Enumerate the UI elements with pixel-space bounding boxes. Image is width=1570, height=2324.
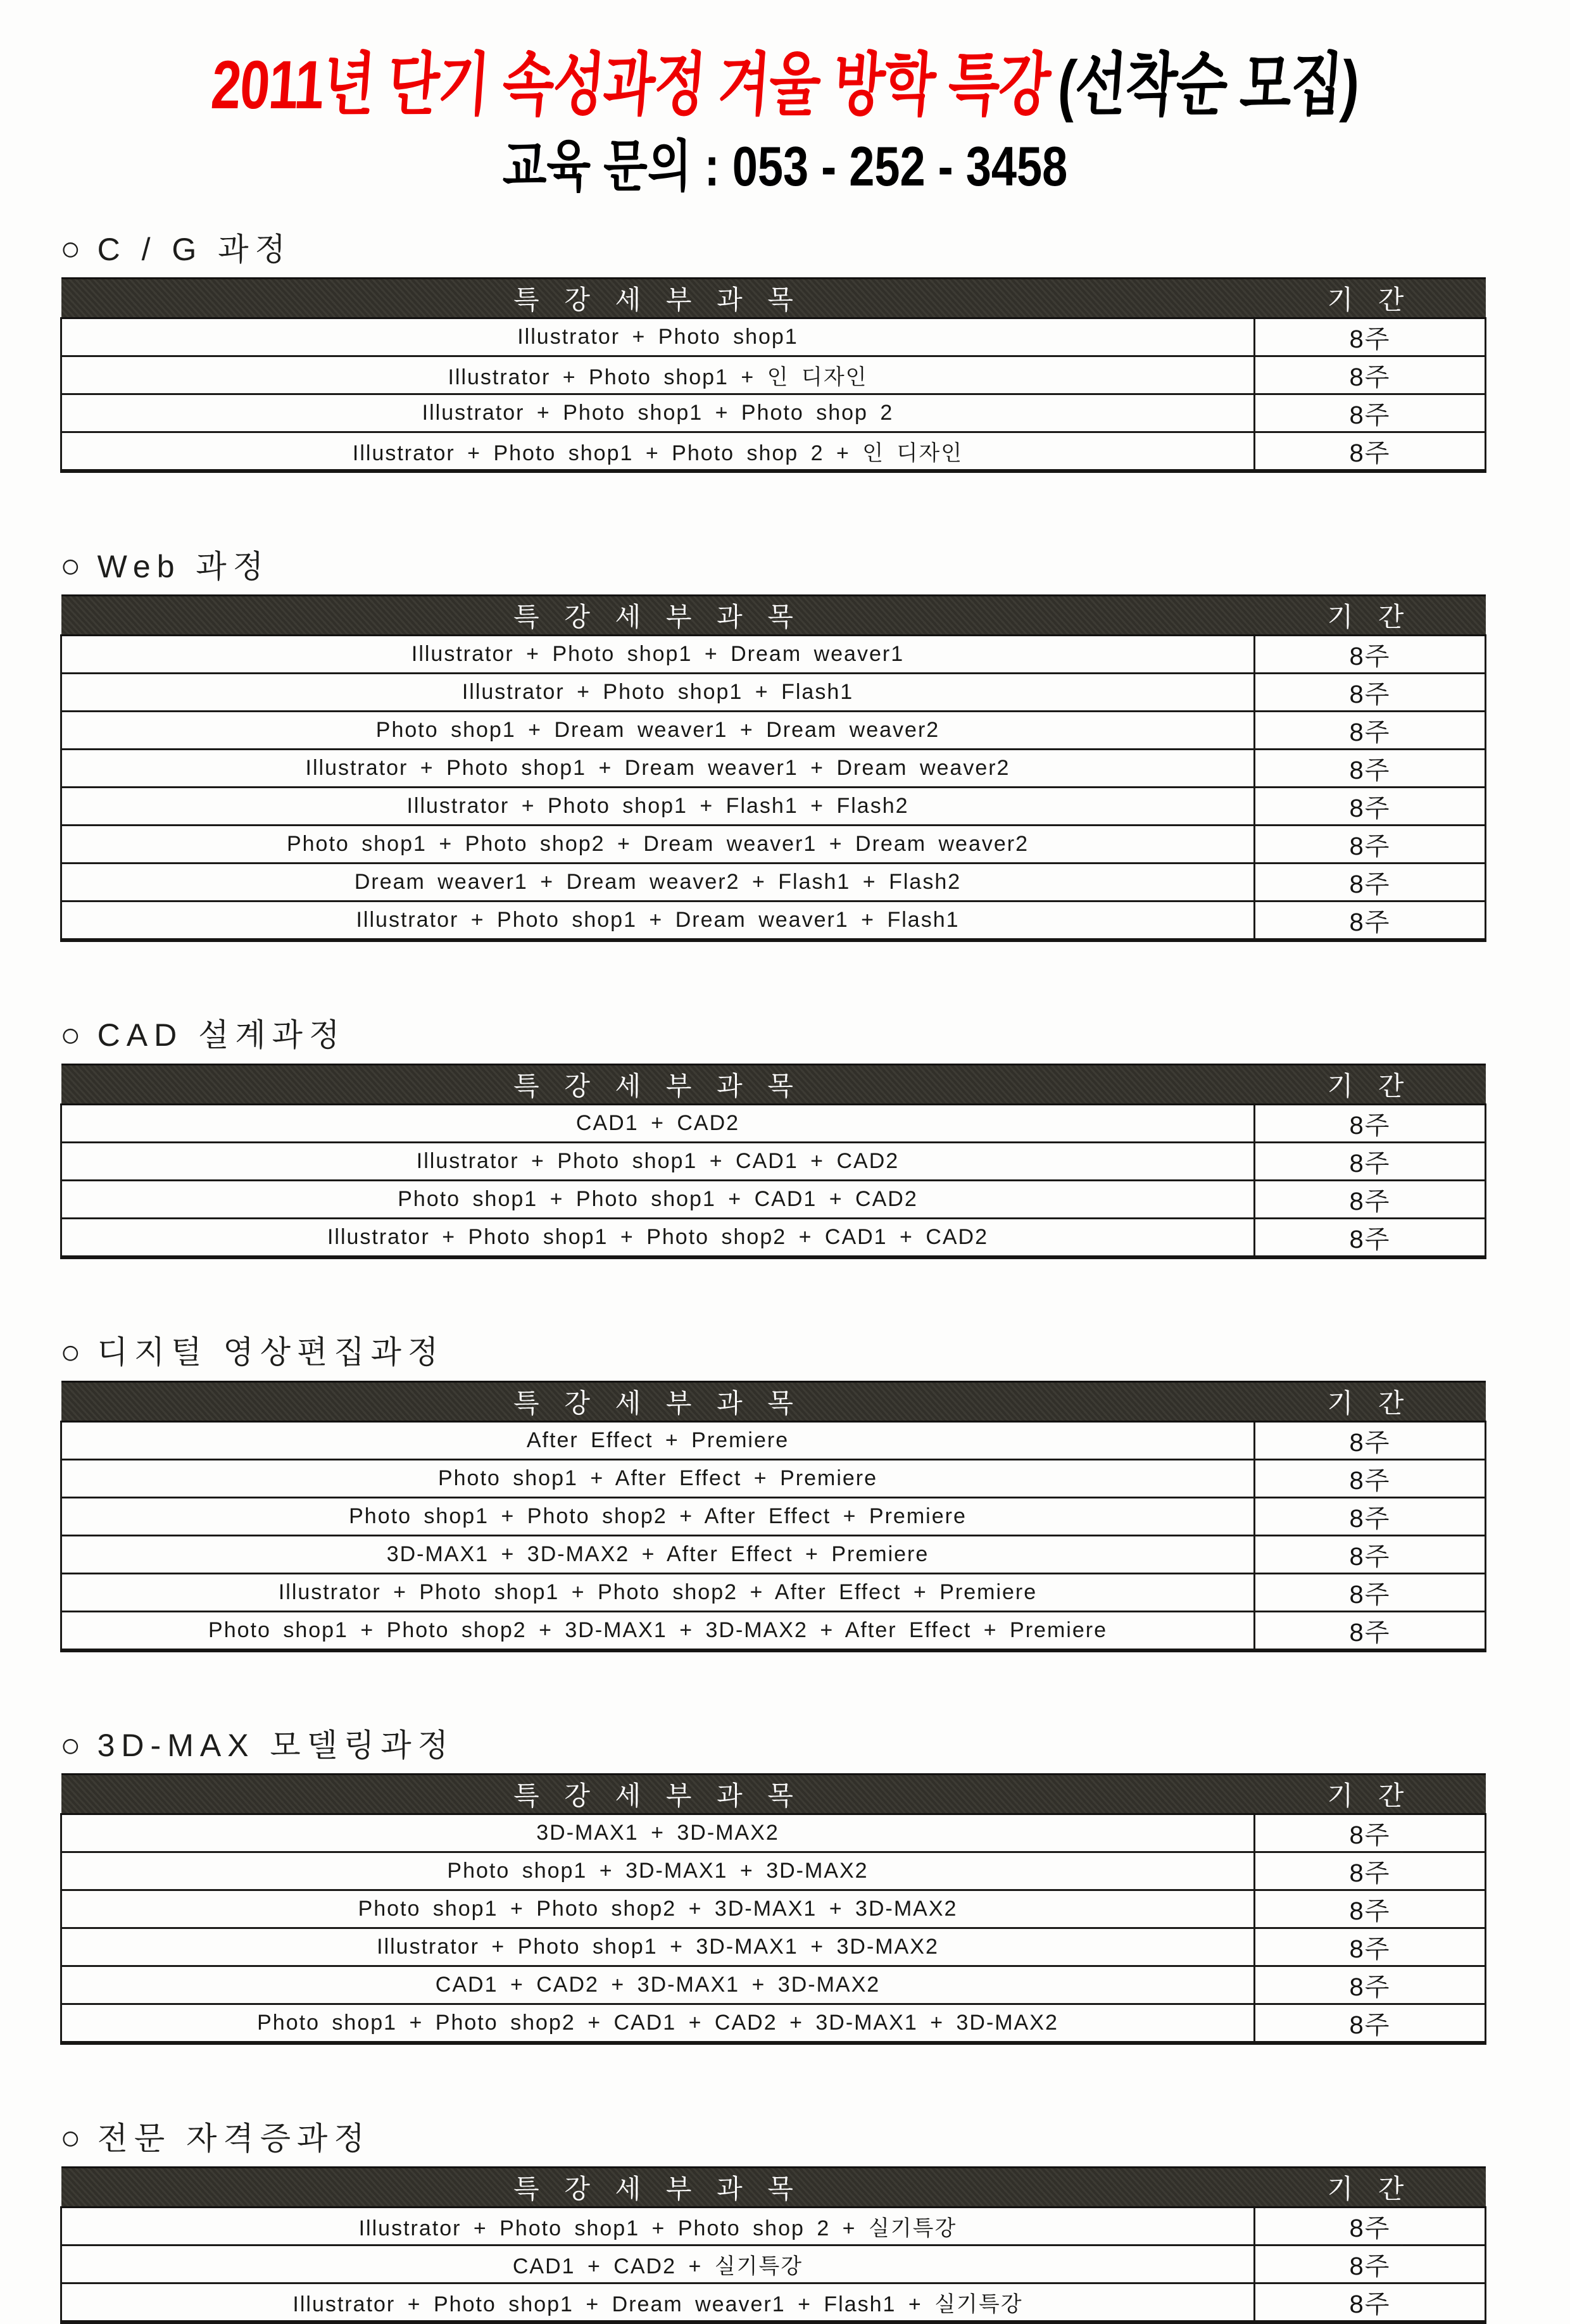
- course-row: [61, 2283, 1486, 2323]
- course-row: [61, 1966, 1486, 2004]
- page-title: [170, 46, 1400, 124]
- course-subject: Illustrator + Photo shop1 + Flash1 + Flash2: [61, 787, 1255, 825]
- course-sections: [0, 229, 1570, 2324]
- course-table-head: [61, 279, 1486, 318]
- section-title: 디지털 영상편집과정: [97, 1335, 445, 1371]
- course-duration: 8주: [1255, 901, 1486, 940]
- course-row: [61, 1852, 1486, 1890]
- course-duration: 8주: [1255, 749, 1486, 787]
- course-subject: Illustrator + Photo shop1 + Photo shop2 + After Effect + Premiere: [61, 1573, 1255, 1611]
- course-table-head: [61, 595, 1486, 635]
- column-header-subject: 특 강 세 부 과 목: [61, 2168, 1255, 2208]
- section-title: 3D-MAX 모델링과정: [97, 1727, 455, 1763]
- course-duration: 8주: [1255, 635, 1486, 673]
- course-table-header-row: [61, 2168, 1486, 2208]
- course-section: [0, 1332, 1570, 1652]
- course-row: [61, 1497, 1486, 1535]
- course-table-body: [61, 318, 1486, 472]
- course-duration: 8주: [1255, 825, 1486, 863]
- course-subject: 3D-MAX1 + 3D-MAX2: [61, 1814, 1255, 1852]
- course-table: [60, 594, 1486, 942]
- course-row: [61, 1459, 1486, 1497]
- course-row: [61, 318, 1486, 356]
- course-table-header-row: [61, 1381, 1486, 1421]
- course-table: [60, 1381, 1486, 1652]
- course-duration: 8주: [1255, 1611, 1486, 1650]
- course-row: [61, 1928, 1486, 1966]
- course-table-header-row: [61, 1774, 1486, 1814]
- course-duration: 8주: [1255, 1814, 1486, 1852]
- course-subject: CAD1 + CAD2: [61, 1104, 1255, 1142]
- course-row: [61, 2245, 1486, 2283]
- course-table-header-row: [61, 279, 1486, 318]
- course-section: [0, 229, 1570, 473]
- course-row: [61, 1104, 1486, 1142]
- course-table: [60, 1064, 1486, 1259]
- course-subject: Illustrator + Photo shop1 + CAD1 + CAD2: [61, 1142, 1255, 1180]
- course-subject: Photo shop1 + Dream weaver1 + Dream weaver2: [61, 711, 1255, 749]
- course-subject: Illustrator + Photo shop1 + Dream weaver1 + Flash1 + 실기특강: [61, 2283, 1255, 2323]
- course-duration: 8주: [1255, 1459, 1486, 1497]
- title-main: 2011년 단기 속성과정 겨울 방학 특강: [209, 46, 1052, 123]
- circle-bullet-icon: ○: [60, 230, 81, 268]
- course-table-head: [61, 1774, 1486, 1814]
- course-duration: 8주: [1255, 1218, 1486, 1257]
- column-header-duration: 기 간: [1255, 2168, 1486, 2208]
- course-duration: 8주: [1255, 1104, 1486, 1142]
- course-row: [61, 432, 1486, 472]
- course-duration: 8주: [1255, 2208, 1486, 2245]
- column-header-subject: 특 강 세 부 과 목: [61, 1381, 1255, 1421]
- course-duration: 8주: [1255, 394, 1486, 432]
- course-row: [61, 394, 1486, 432]
- course-subject: Illustrator + Photo shop1 + Dream weaver1: [61, 635, 1255, 673]
- circle-bullet-icon: ○: [60, 1726, 81, 1764]
- course-subject: Illustrator + Photo shop1 + Photo shop 2 + 실기특강: [61, 2208, 1255, 2245]
- course-subject: Photo shop1 + Photo shop1 + CAD1 + CAD2: [61, 1180, 1255, 1218]
- course-duration: 8주: [1255, 1573, 1486, 1611]
- course-duration: 8주: [1255, 318, 1486, 356]
- course-subject: Illustrator + Photo shop1 + Dream weaver1 + Flash1: [61, 901, 1255, 940]
- column-header-duration: 기 간: [1255, 1064, 1486, 1104]
- column-header-duration: 기 간: [1255, 279, 1486, 318]
- course-subject: Photo shop1 + Photo shop2 + After Effect + Premiere: [61, 1497, 1255, 1535]
- course-row: [61, 1421, 1486, 1459]
- title-note: (선착순 모집): [1055, 46, 1361, 123]
- section-title: Web 과정: [97, 548, 270, 584]
- course-subject: Photo shop1 + Photo shop2 + 3D-MAX1 + 3D-MAX2: [61, 1890, 1255, 1928]
- course-duration: 8주: [1255, 1142, 1486, 1180]
- course-row: [61, 787, 1486, 825]
- section-heading: [60, 229, 1570, 270]
- course-row: [61, 356, 1486, 394]
- course-duration: 8주: [1255, 432, 1486, 472]
- course-table-body: [61, 2208, 1486, 2323]
- course-subject: Illustrator + Photo shop1 + Flash1: [61, 673, 1255, 711]
- course-row: [61, 2208, 1486, 2245]
- course-subject: Illustrator + Photo shop1 + 인 디자인: [61, 356, 1255, 394]
- column-header-subject: 특 강 세 부 과 목: [61, 595, 1255, 635]
- course-row: [61, 1611, 1486, 1650]
- course-table-body: [61, 635, 1486, 940]
- circle-bullet-icon: ○: [60, 2119, 81, 2158]
- contact-phone: 교육 문의 : 053 - 252 - 3458: [502, 135, 1068, 198]
- section-heading: [60, 1332, 1570, 1373]
- course-duration: 8주: [1255, 2004, 1486, 2044]
- course-row: [61, 749, 1486, 787]
- course-row: [61, 673, 1486, 711]
- course-subject: CAD1 + CAD2 + 실기특강: [61, 2245, 1255, 2283]
- course-subject: Illustrator + Photo shop1 + Photo shop2 + CAD1 + CAD2: [61, 1218, 1255, 1257]
- section-title: 전문 자격증과정: [97, 2120, 371, 2156]
- course-subject: Photo shop1 + Photo shop2 + 3D-MAX1 + 3D-MAX2 + After Effect + Premiere: [61, 1611, 1255, 1650]
- section-heading: [60, 1015, 1570, 1056]
- section-title: CAD 설계과정: [97, 1017, 346, 1053]
- course-section: [0, 546, 1570, 942]
- course-row: [61, 825, 1486, 863]
- section-title: C / G 과정: [97, 231, 292, 267]
- course-duration: 8주: [1255, 711, 1486, 749]
- course-row: [61, 1814, 1486, 1852]
- course-subject: Photo shop1 + After Effect + Premiere: [61, 1459, 1255, 1497]
- course-subject: Illustrator + Photo shop1 + Photo shop 2: [61, 394, 1255, 432]
- course-table-head: [61, 2168, 1486, 2208]
- course-table: [60, 2166, 1486, 2324]
- course-duration: 8주: [1255, 787, 1486, 825]
- circle-bullet-icon: ○: [60, 1015, 81, 1054]
- course-subject: Photo shop1 + Photo shop2 + Dream weaver1 + Dream weaver2: [61, 825, 1255, 863]
- column-header-duration: 기 간: [1255, 1774, 1486, 1814]
- course-subject: Illustrator + Photo shop1 + Dream weaver1 + Dream weaver2: [61, 749, 1255, 787]
- course-section: [0, 1725, 1570, 2045]
- course-table: [60, 277, 1486, 473]
- column-header-subject: 특 강 세 부 과 목: [61, 279, 1255, 318]
- course-subject: Dream weaver1 + Dream weaver2 + Flash1 + Flash2: [61, 863, 1255, 901]
- column-header-duration: 기 간: [1255, 595, 1486, 635]
- course-subject: Illustrator + Photo shop1 + Photo shop 2 + 인 디자인: [61, 432, 1255, 472]
- course-row: [61, 1180, 1486, 1218]
- course-duration: 8주: [1255, 356, 1486, 394]
- course-duration: 8주: [1255, 1966, 1486, 2004]
- course-table-body: [61, 1814, 1486, 2044]
- course-subject: After Effect + Premiere: [61, 1421, 1255, 1459]
- course-row: [61, 1573, 1486, 1611]
- course-subject: CAD1 + CAD2 + 3D-MAX1 + 3D-MAX2: [61, 1966, 1255, 2004]
- course-duration: 8주: [1255, 863, 1486, 901]
- course-duration: 8주: [1255, 1180, 1486, 1218]
- circle-bullet-icon: ○: [60, 547, 81, 586]
- course-duration: 8주: [1255, 1535, 1486, 1573]
- course-row: [61, 635, 1486, 673]
- column-header-duration: 기 간: [1255, 1381, 1486, 1421]
- course-duration: 8주: [1255, 1421, 1486, 1459]
- course-duration: 8주: [1255, 2283, 1486, 2323]
- course-duration: 8주: [1255, 1890, 1486, 1928]
- column-header-subject: 특 강 세 부 과 목: [61, 1064, 1255, 1104]
- circle-bullet-icon: ○: [60, 1333, 81, 1371]
- course-table-head: [61, 1064, 1486, 1104]
- course-table-header-row: [61, 595, 1486, 635]
- course-row: [61, 1218, 1486, 1257]
- course-subject: 3D-MAX1 + 3D-MAX2 + After Effect + Premiere: [61, 1535, 1255, 1573]
- course-duration: 8주: [1255, 1852, 1486, 1890]
- course-row: [61, 711, 1486, 749]
- course-row: [61, 901, 1486, 940]
- course-duration: 8주: [1255, 2245, 1486, 2283]
- course-table: [60, 1773, 1486, 2045]
- column-header-subject: 특 강 세 부 과 목: [61, 1774, 1255, 1814]
- course-duration: 8주: [1255, 673, 1486, 711]
- course-subject: Illustrator + Photo shop1 + 3D-MAX1 + 3D-MAX2: [61, 1928, 1255, 1966]
- course-table-head: [61, 1381, 1486, 1421]
- course-table-body: [61, 1104, 1486, 1257]
- flyer-masthead: [0, 0, 1570, 198]
- course-section: [0, 2118, 1570, 2324]
- course-row: [61, 1142, 1486, 1180]
- course-table-header-row: [61, 1064, 1486, 1104]
- section-heading: [60, 2118, 1570, 2159]
- course-section: [0, 1015, 1570, 1259]
- course-duration: 8주: [1255, 1497, 1486, 1535]
- course-subject: Illustrator + Photo shop1: [61, 318, 1255, 356]
- course-row: [61, 1535, 1486, 1573]
- course-duration: 8주: [1255, 1928, 1486, 1966]
- course-row: [61, 2004, 1486, 2044]
- course-table-body: [61, 1421, 1486, 1650]
- course-subject: Photo shop1 + Photo shop2 + CAD1 + CAD2 + 3D-MAX1 + 3D-MAX2: [61, 2004, 1255, 2044]
- section-heading: [60, 546, 1570, 587]
- course-row: [61, 1890, 1486, 1928]
- section-heading: [60, 1725, 1570, 1766]
- course-row: [61, 863, 1486, 901]
- course-subject: Photo shop1 + 3D-MAX1 + 3D-MAX2: [61, 1852, 1255, 1890]
